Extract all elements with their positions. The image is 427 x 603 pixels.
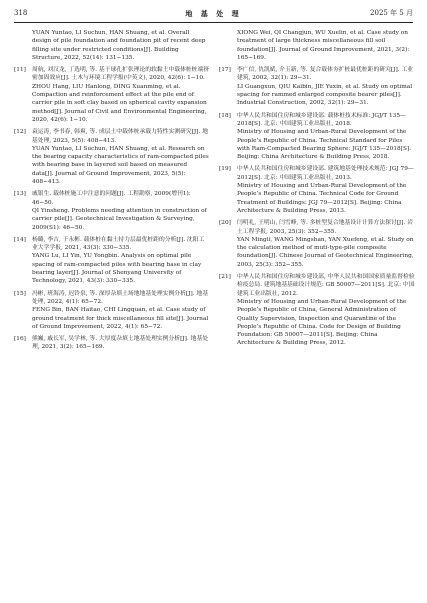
reference-entry	[14, 66, 210, 124]
reference-text-english: YUAN Yuntao, LI Suchun, HAN Shuang, et al. Overall design of pile foundation and foundation pit of recent deep filling site under restricted conditions[J]. Building Structure, 2022, 52(14): 131−135.	[32, 30, 206, 61]
reference-number: [21]	[219, 274, 231, 281]
reference-number: [12]	[14, 129, 26, 136]
reference-entry	[219, 273, 415, 348]
reference-entry	[14, 29, 210, 62]
reference-number: [13]	[14, 191, 26, 198]
reference-text-english: ZHOU Hang, LIU Hanlong, DING Xuanming, et al. Compaction and reinforcement effect at the pile end of carrier pile in soft clay based on spherical cavity expansion method[J]. Journal of Civil and Environmental Engineering, 2020, 42(6): 1−10.	[32, 83, 207, 123]
reference-text-chinese: 闫明礼, 王明山, 闫雪峰, 等. 多桩型复合地基设计计算方法探讨[J]. 岩土工程学报, 2003, 25(3): 352−355.	[237, 220, 413, 235]
reference-text-chinese: 袁运涛, 李书春, 韩爽, 等. 成层土中载体桩承载力特性实测研究[J]. 地基处理, 2023, 5(5): 408−413.	[32, 129, 208, 144]
page-number: 318	[14, 9, 28, 17]
reference-text-chinese: 周航, 刘汉龙, 丁选明, 等. 基于球孔扩张理论的软黏土中载体桩桩端挤密加固效应[J]. 土木与环境工程学报(中英文), 2020, 42(6): 1−10.	[32, 67, 210, 82]
reference-text-english: Ministry of Housing and Urban-Rural Development of the People’s Republic of China. Technical Standard for Piles with Ram-Compacted Bearing Sphere: JGJ/T 135—2018[S]. Beijing: China Architecture & Building Press, 2018.	[237, 129, 412, 161]
running-header	[14, 8, 413, 23]
reference-number: [16]	[14, 336, 26, 343]
reference-text-english: LI Guangxun, QIU Kaibin, JIE Yuxin, et al. Study on optimal spacing for rammed enlarged composite bearer piles[J]. Industrial Construction, 2002, 32(1): 29−31.	[237, 83, 413, 107]
reference-entry	[219, 29, 415, 62]
journal-title: 地 基 处 理	[185, 9, 242, 18]
reference-text-english: YUAN Yuntao, LI Suchun, HAN Shuang, et al. Research on the bearing capacity characteristics of ram-compacted piles with bearing base in layered soil based on measured data[J]. Journal of Ground Improvement, 2023, 5(5): 408−413.	[32, 145, 209, 186]
left-column	[14, 29, 210, 356]
reference-text-chinese: 熊巍, 戚长军, 吴学林, 等. 大厚度杂填土地基处理实例分析[J]. 地基处理, 2021, 3(2): 165−169.	[32, 336, 208, 351]
reference-text-english: Ministry of Housing and Urban-Rural Development of the People’s Republic of China, General Administration of Quality Supervision, Inspection and Quarantine of the People’s Republic of China. Code for Design of Building Foundation: GB 50007—2011[S]. Beijing: China Architecture & Building Press, 2012.	[237, 298, 407, 347]
reference-number: [18]	[219, 112, 231, 119]
right-column	[219, 29, 415, 352]
reference-text-chinese: 中华人民共和国住房和城乡建设部. 建筑地基处理技术规范: JGJ 79—2012[S]. 北京: 中国建筑工业出版社, 2013.	[237, 166, 414, 181]
reference-entry	[219, 165, 415, 215]
reference-text-chinese: 李广信, 仇凯斌, 介玉新, 等. 复合载体夯扩桩最优桩距的研究[J]. 工业建筑, 2002, 32(1): 29−31.	[237, 67, 413, 82]
reference-text-english: QI Yinsheng. Problems needing attention in construction of carrier pile[J]. Geotechnical Investigation & Surveying, 2009(S1): 46−50.	[32, 207, 207, 231]
reference-text-chinese: 冯彬, 班海涛, 迟铃泉, 等. 深厚杂填土场地地基处理实例分析[J]. 地基处理, 2022, 4(1): 65−72.	[32, 290, 208, 305]
reference-text-chinese: 中华人民共和国住房和城乡建设部. 载体桩技术标准: JGJ/T 135—2018[S]. 北京: 中国建筑工业出版社, 2018.	[237, 112, 406, 127]
reference-number: [11]	[14, 67, 26, 74]
reference-text-english: FENG Bin, BAN Haitao, CHI Lingquan, et al. Case study of ground treatment for thick miscellaneous fill site[J]. Journal of Ground Improvement, 2022, 4(1): 65−72.	[32, 307, 209, 330]
reference-number: [20]	[219, 220, 231, 227]
reference-number: [15]	[14, 290, 26, 297]
reference-text-english: YANG Lu, LI Yin, YU Yongbin. Analysis on optimal pile spacing of ram-compacted piles with bearing base in clay bearing layer[J]. Journal of Shenyang University of Technology, 2021, 43(3): 330−335.	[32, 253, 202, 285]
reference-entry	[219, 112, 415, 162]
reference-text-english: YAN Mingli, WANG Mingshan, YAN Xuefeng, et al. Study on the calculation method of muti-type-pile composite foundation[J]. Chinese Journal of Geotechnical Engineering, 2003, 25(3): 352−355.	[237, 236, 414, 268]
reference-entry	[14, 335, 210, 352]
reference-text-english: Ministry of Housing and Urban-Rural Development of the People’s Republic of China. Technical Code for Ground Treatment of Buildings: JGJ 79—2012[S]. Beijing: China Architecture & Building Press, 2013.	[237, 183, 407, 214]
reference-number: [19]	[219, 166, 231, 173]
reference-text-chinese: 戚银生. 载体桩施工中注意的问题[J]. 工程勘察, 2009(增刊1): 46−50.	[32, 191, 191, 206]
reference-entry	[14, 190, 210, 231]
reference-text-english: XIONG Wei, QI Changjun, WU Xuelin, et al. Case study on treatment of large thickness miscellaneous fill soil foundation[J]. Journal of Ground Improvement, 2021, 3(2): 165−169.	[237, 30, 410, 61]
issue-date: 2025 年 5 月	[370, 9, 413, 17]
reference-entry	[14, 128, 210, 186]
reference-text-chinese: 杨璐, 李吉, 于永彬. 载体桩在黏土持力层最优桩距的分析[J]. 沈阳工业大学学报, 2021, 43(3): 330−335.	[32, 236, 205, 252]
reference-number: [14]	[14, 236, 26, 243]
reference-entry	[219, 219, 415, 269]
reference-entry	[219, 66, 415, 107]
reference-number: [17]	[219, 67, 231, 74]
reference-entry	[14, 236, 210, 286]
reference-text-chinese: 中华人民共和国住房和城乡建设部, 中华人民共和国国家质量监督检验检疫总局. 建筑地基基础设计规范: GB 50007—2011[S]. 北京: 中国建筑工业出版社, 2012.	[237, 274, 415, 297]
reference-entry	[14, 290, 210, 331]
